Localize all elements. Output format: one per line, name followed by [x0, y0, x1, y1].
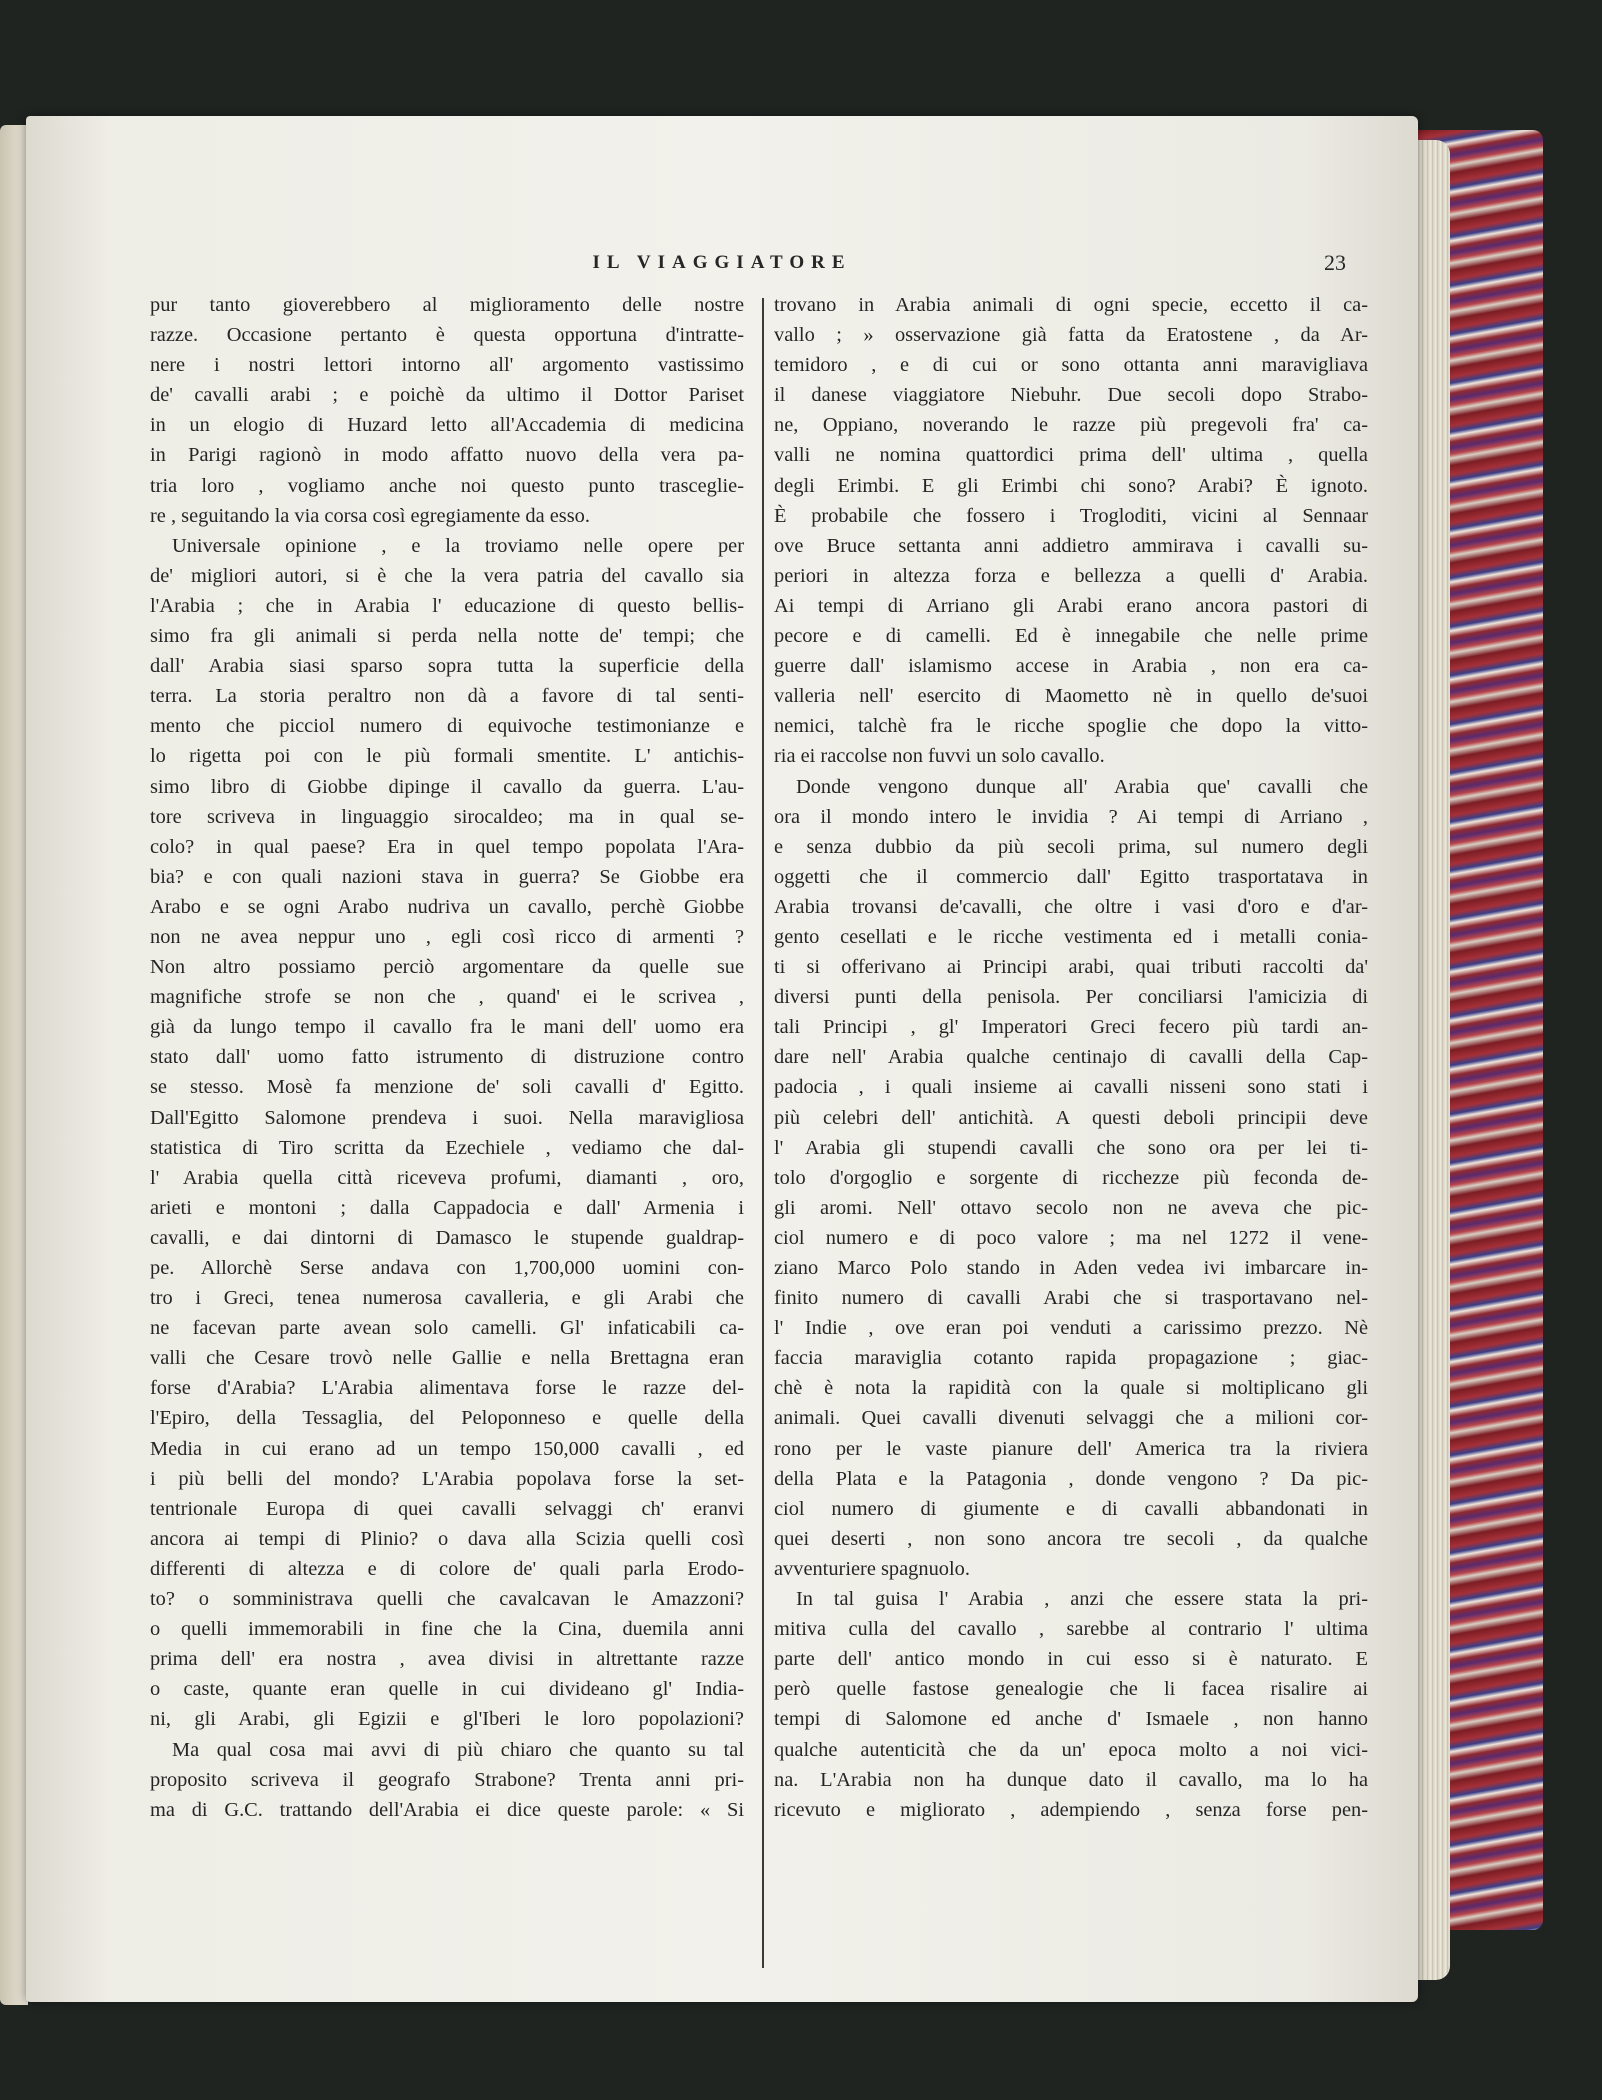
text-line: più celebri dell' antichità. A questi deboli principii deve	[774, 1106, 1368, 1129]
text-line: tore scriveva in linguaggio sirocaldeo; ma in qual se-	[150, 805, 744, 828]
text-line: pecore e di camelli. Ed è innegabile che nelle prime	[774, 625, 1368, 648]
text-line: trovano in Arabia animali di ogni specie, eccetto il ca-	[774, 294, 1368, 316]
text-line: il danese viaggiatore Niebuhr. Due secoli dopo Strabo-	[774, 384, 1368, 407]
text-line: proposito scriveva il geografo Strabone? Trenta anni pri-	[150, 1768, 744, 1791]
text-line: cavalli, e dai dintorni di Damasco le stupende gualdrap-	[150, 1226, 744, 1249]
text-line: tentrionale Europa di quei cavalli selvaggi ch' eranvi	[150, 1497, 744, 1520]
text-line: oggetti che il commercio dall' Egitto trasportatava in	[774, 865, 1368, 888]
text-line: ma di G.C. trattando dell'Arabia ei dice queste parole: « Si	[150, 1798, 744, 1821]
text-line: avventuriere spagnuolo.	[774, 1557, 970, 1580]
text-line: valleria nell' esercito di Maometto nè in quello de'suoi	[774, 685, 1368, 708]
text-line: dall' Arabia siasi sparso sopra tutta la superficie della	[150, 655, 744, 678]
text-line: faccia maraviglia cotanto rapida propagazione ; giac-	[774, 1347, 1368, 1370]
text-line: temidoro , e di cui or sono ottanta anni maravigliava	[774, 354, 1368, 377]
text-line: ora il mondo intero le invidia ? Ai tempi di Arriano ,	[774, 805, 1368, 828]
text-line: Donde vengono dunque all' Arabia que' cavalli che	[796, 775, 1368, 798]
text-line: Media in cui erano ad un tempo 150,000 cavalli , ed	[150, 1437, 744, 1460]
text-line: nemici, talchè fra le ricche spoglie che dopo la vitto-	[774, 715, 1368, 738]
text-line: razze. Occasione pertanto è questa opportuna d'intratte-	[150, 324, 744, 347]
text-line: già da lungo tempo il cavallo fra le mani dell' uomo era	[150, 1016, 744, 1039]
text-line: colo? in qual paese? Era in quel tempo popolata l'Ara-	[150, 835, 744, 858]
text-line: padocia , i quali insieme ai cavalli nisseni sono stati i	[774, 1076, 1368, 1099]
text-line: stato dall' uomo fatto istrumento di distruzione contro	[150, 1046, 744, 1069]
text-line: non ne avea neppur uno , egli così ricco di armenti ?	[150, 925, 744, 948]
running-title: IL VIAGGIATORE	[592, 252, 852, 273]
text-line: l'Epiro, della Tessaglia, del Peloponneso e quelle della	[150, 1407, 744, 1430]
text-line: prima dell' era nostra , avea divisi in altrettante razze	[150, 1648, 744, 1671]
text-line: in un elogio di Huzard letto all'Accademia di medicina	[150, 414, 744, 437]
text-line: periori in altezza forza e bellezza a quelli d' Arabia.	[774, 564, 1368, 587]
text-line: della Plata e la Patagonia , donde vengono ? Da pic-	[774, 1467, 1368, 1490]
text-line: rono per le vaste pianure dell' America tra la riviera	[774, 1437, 1368, 1460]
text-line: Ma qual cosa mai avvi di più chiaro che quanto su tal	[172, 1738, 744, 1761]
text-line: Universale opinione , e la troviamo nelle opere per	[172, 534, 744, 557]
text-line: vallo ; » osservazione già fatta da Eratostene , da Ar-	[774, 324, 1368, 347]
text-line: pur tanto gioverebbero al miglioramento delle nostre	[150, 294, 744, 316]
text-line: i più belli del mondo? L'Arabia popolava forse la set-	[150, 1467, 744, 1490]
text-line: in Parigi ragionò in modo affatto nuovo della vera pa-	[150, 444, 744, 467]
text-line: re , seguitando la via corsa così egregiamente da esso.	[150, 504, 590, 527]
text-line: simo libro di Giobbe dipinge il cavallo da guerra. L'au-	[150, 775, 744, 798]
text-line: lo rigetta poi con le più formali smentite. L' antichis-	[150, 745, 744, 768]
text-line: tolo d'orgoglio e sorgente di ricchezze più feconda de-	[774, 1166, 1368, 1189]
text-line: statistica di Tiro scritta da Ezechiele , vediamo che dal-	[150, 1136, 744, 1159]
text-line: tro i Greci, tenea numerosa cavalleria, e gli Arabi che	[150, 1287, 744, 1310]
text-line: o quelli immemorabili in fine che la Cina, duemila anni	[150, 1618, 744, 1641]
text-line: differenti di altezza e di colore de' quali parla Erodo-	[150, 1557, 744, 1580]
text-line: Ai tempi di Arriano gli Arabi erano ancora pastori di	[774, 594, 1368, 617]
text-line: to? o somministrava quelli che cavalcavan le Amazzoni?	[150, 1588, 744, 1611]
text-line: ziano Marco Polo stando in Aden vedea ivi imbarcare in-	[774, 1257, 1368, 1279]
book-page	[26, 116, 1418, 2002]
text-line: tria loro , vogliamo anche noi questo punto trasceglie-	[150, 474, 744, 497]
text-line: chè è nota la rapidità con la quale si moltiplicano gli	[774, 1377, 1368, 1400]
text-line: ne, Oppiano, noverando le razze più pregevoli fra' ca-	[774, 414, 1368, 437]
column-divider	[762, 298, 764, 1968]
text-line: degli Erimbi. E gli Erimbi chi sono? Arabi? È ignoto.	[774, 474, 1368, 497]
text-line: Arabia trovansi de'cavalli, che oltre i vasi d'oro e d'ar-	[774, 895, 1368, 918]
text-line: magnifiche strofe se non che , quand' ei le scrivea ,	[150, 986, 744, 1009]
text-line: tempi di Salomone ed anche d' Ismaele , non hanno	[774, 1708, 1368, 1731]
text-line: qualche autenticità che da un' epoca molto a noi vici-	[774, 1738, 1368, 1761]
text-line: ancora ai tempi di Plinio? o dava alla Scizia quelli così	[150, 1527, 744, 1550]
text-line: In tal guisa l' Arabia , anzi che essere stata la pri-	[796, 1588, 1368, 1611]
text-line: ciol numero e di poco valore ; ma nel 1272 il vene-	[774, 1226, 1368, 1249]
text-line: ti si offerivano ai Principi arabi, quai tributi raccolti da'	[774, 956, 1368, 979]
text-line: e senza dubbio da più secoli prima, sul numero degli	[774, 835, 1368, 858]
text-line: Non altro possiamo perciò argomentare da quelle sue	[150, 956, 744, 979]
text-line: ove Bruce settanta anni addietro ammirava i cavalli su-	[774, 534, 1368, 557]
text-line: parte dell' antico mondo in cui esso si è naturato. E	[774, 1648, 1368, 1671]
text-line: se stesso. Mosè fa menzione de' soli cavalli d' Egitto.	[150, 1076, 744, 1099]
text-line: finito numero di cavalli Arabi che si trasportavano nel-	[774, 1287, 1368, 1310]
text-line: Arabo e se ogni Arabo nudriva un cavallo, perchè Giobbe	[150, 895, 744, 918]
text-line: arieti e montoni ; dalla Cappadocia e dall' Armenia i	[150, 1196, 744, 1219]
text-line: simo fra gli animali si perda nella notte de' tempi; che	[150, 625, 744, 648]
text-line: guerre dall' islamismo accese in Arabia , non era ca-	[774, 655, 1368, 678]
text-line: ria ei raccolse non fuvvi un solo cavallo.	[774, 745, 1105, 768]
text-line: tali Principi , gl' Imperatori Greci fecero più tardi an-	[774, 1016, 1368, 1039]
text-line: o caste, quante eran quelle in cui divideano gl' India-	[150, 1678, 744, 1701]
left-text-column	[150, 290, 744, 1825]
text-line: mento che picciol numero di equivoche testimonianze e	[150, 715, 744, 738]
text-line: terra. La storia peraltro non dà a favore di tal senti-	[150, 685, 744, 708]
text-line: gento cesellati e le ricche vestimenta ed i metalli conia-	[774, 925, 1368, 948]
text-line: valli che Cesare trovò nelle Gallie e nella Brettagna eran	[150, 1347, 744, 1370]
text-line: animali. Quei cavalli divenuti selvaggi che a milioni cor-	[774, 1407, 1368, 1430]
text-line: però quelle fastose genealogie che li facea risalire ai	[774, 1678, 1368, 1701]
text-line: l' Arabia quella città riceveva profumi, diamanti , oro,	[150, 1166, 744, 1189]
text-line: diversi punti della penisola. Per conciliarsi l'amicizia di	[774, 986, 1368, 1009]
text-line: na. L'Arabia non ha dunque dato il cavallo, ma lo ha	[774, 1768, 1368, 1791]
text-line: forse d'Arabia? L'Arabia alimentava forse le razze del-	[150, 1377, 744, 1400]
text-line: quei deserti , non sono ancora tre secoli , da qualche	[774, 1527, 1368, 1550]
text-line: ne facevan parte avean solo camelli. Gl' infaticabili ca-	[150, 1317, 744, 1340]
right-text-column	[774, 290, 1368, 1825]
text-line: ni, gli Arabi, gli Egizii e gl'Iberi le loro popolazioni?	[150, 1708, 744, 1731]
facing-page-edge	[0, 125, 28, 2005]
text-line: bia? e con quali nazioni stava in guerra? Se Giobbe era	[150, 865, 744, 888]
text-line: l' Indie , ove eran poi venduti a carissimo prezzo. Nè	[774, 1317, 1368, 1340]
text-line: l'Arabia ; che in Arabia l' educazione di questo bellis-	[150, 594, 744, 617]
text-line: ciol numero di giumente e di cavalli abbandonati in	[774, 1497, 1368, 1520]
text-line: È probabile che fossero i Trogloditi, vicini al Sennaar	[774, 504, 1368, 527]
text-line: mitiva culla del cavallo , sarebbe al contrario l' ultima	[774, 1618, 1368, 1641]
text-line: valli ne nomina quattordici prima dell' ultima , quella	[774, 444, 1368, 467]
text-line: Dall'Egitto Salomone prendeva i suoi. Nella maravigliosa	[150, 1106, 744, 1129]
text-line: ricevuto e migliorato , adempiendo , senza forse pen-	[774, 1798, 1368, 1821]
text-line: de' cavalli arabi ; e poichè da ultimo il Dottor Pariset	[150, 384, 744, 407]
text-line: nere i nostri lettori intorno all' argomento vastissimo	[150, 354, 744, 377]
text-line: l' Arabia gli stupendi cavalli che sono ora per lei ti-	[774, 1136, 1368, 1159]
page-number: 23	[1324, 250, 1346, 275]
text-line: gli aromi. Nell' ottavo secolo non ne aveva che pic-	[774, 1196, 1368, 1219]
text-line: pe. Allorchè Serse andava con 1,700,000 uomini con-	[150, 1257, 744, 1279]
text-line: dare nell' Arabia qualche centinajo di cavalli della Cap-	[774, 1046, 1368, 1069]
text-line: de' migliori autori, si è che la vera patria del cavallo sia	[150, 564, 744, 587]
